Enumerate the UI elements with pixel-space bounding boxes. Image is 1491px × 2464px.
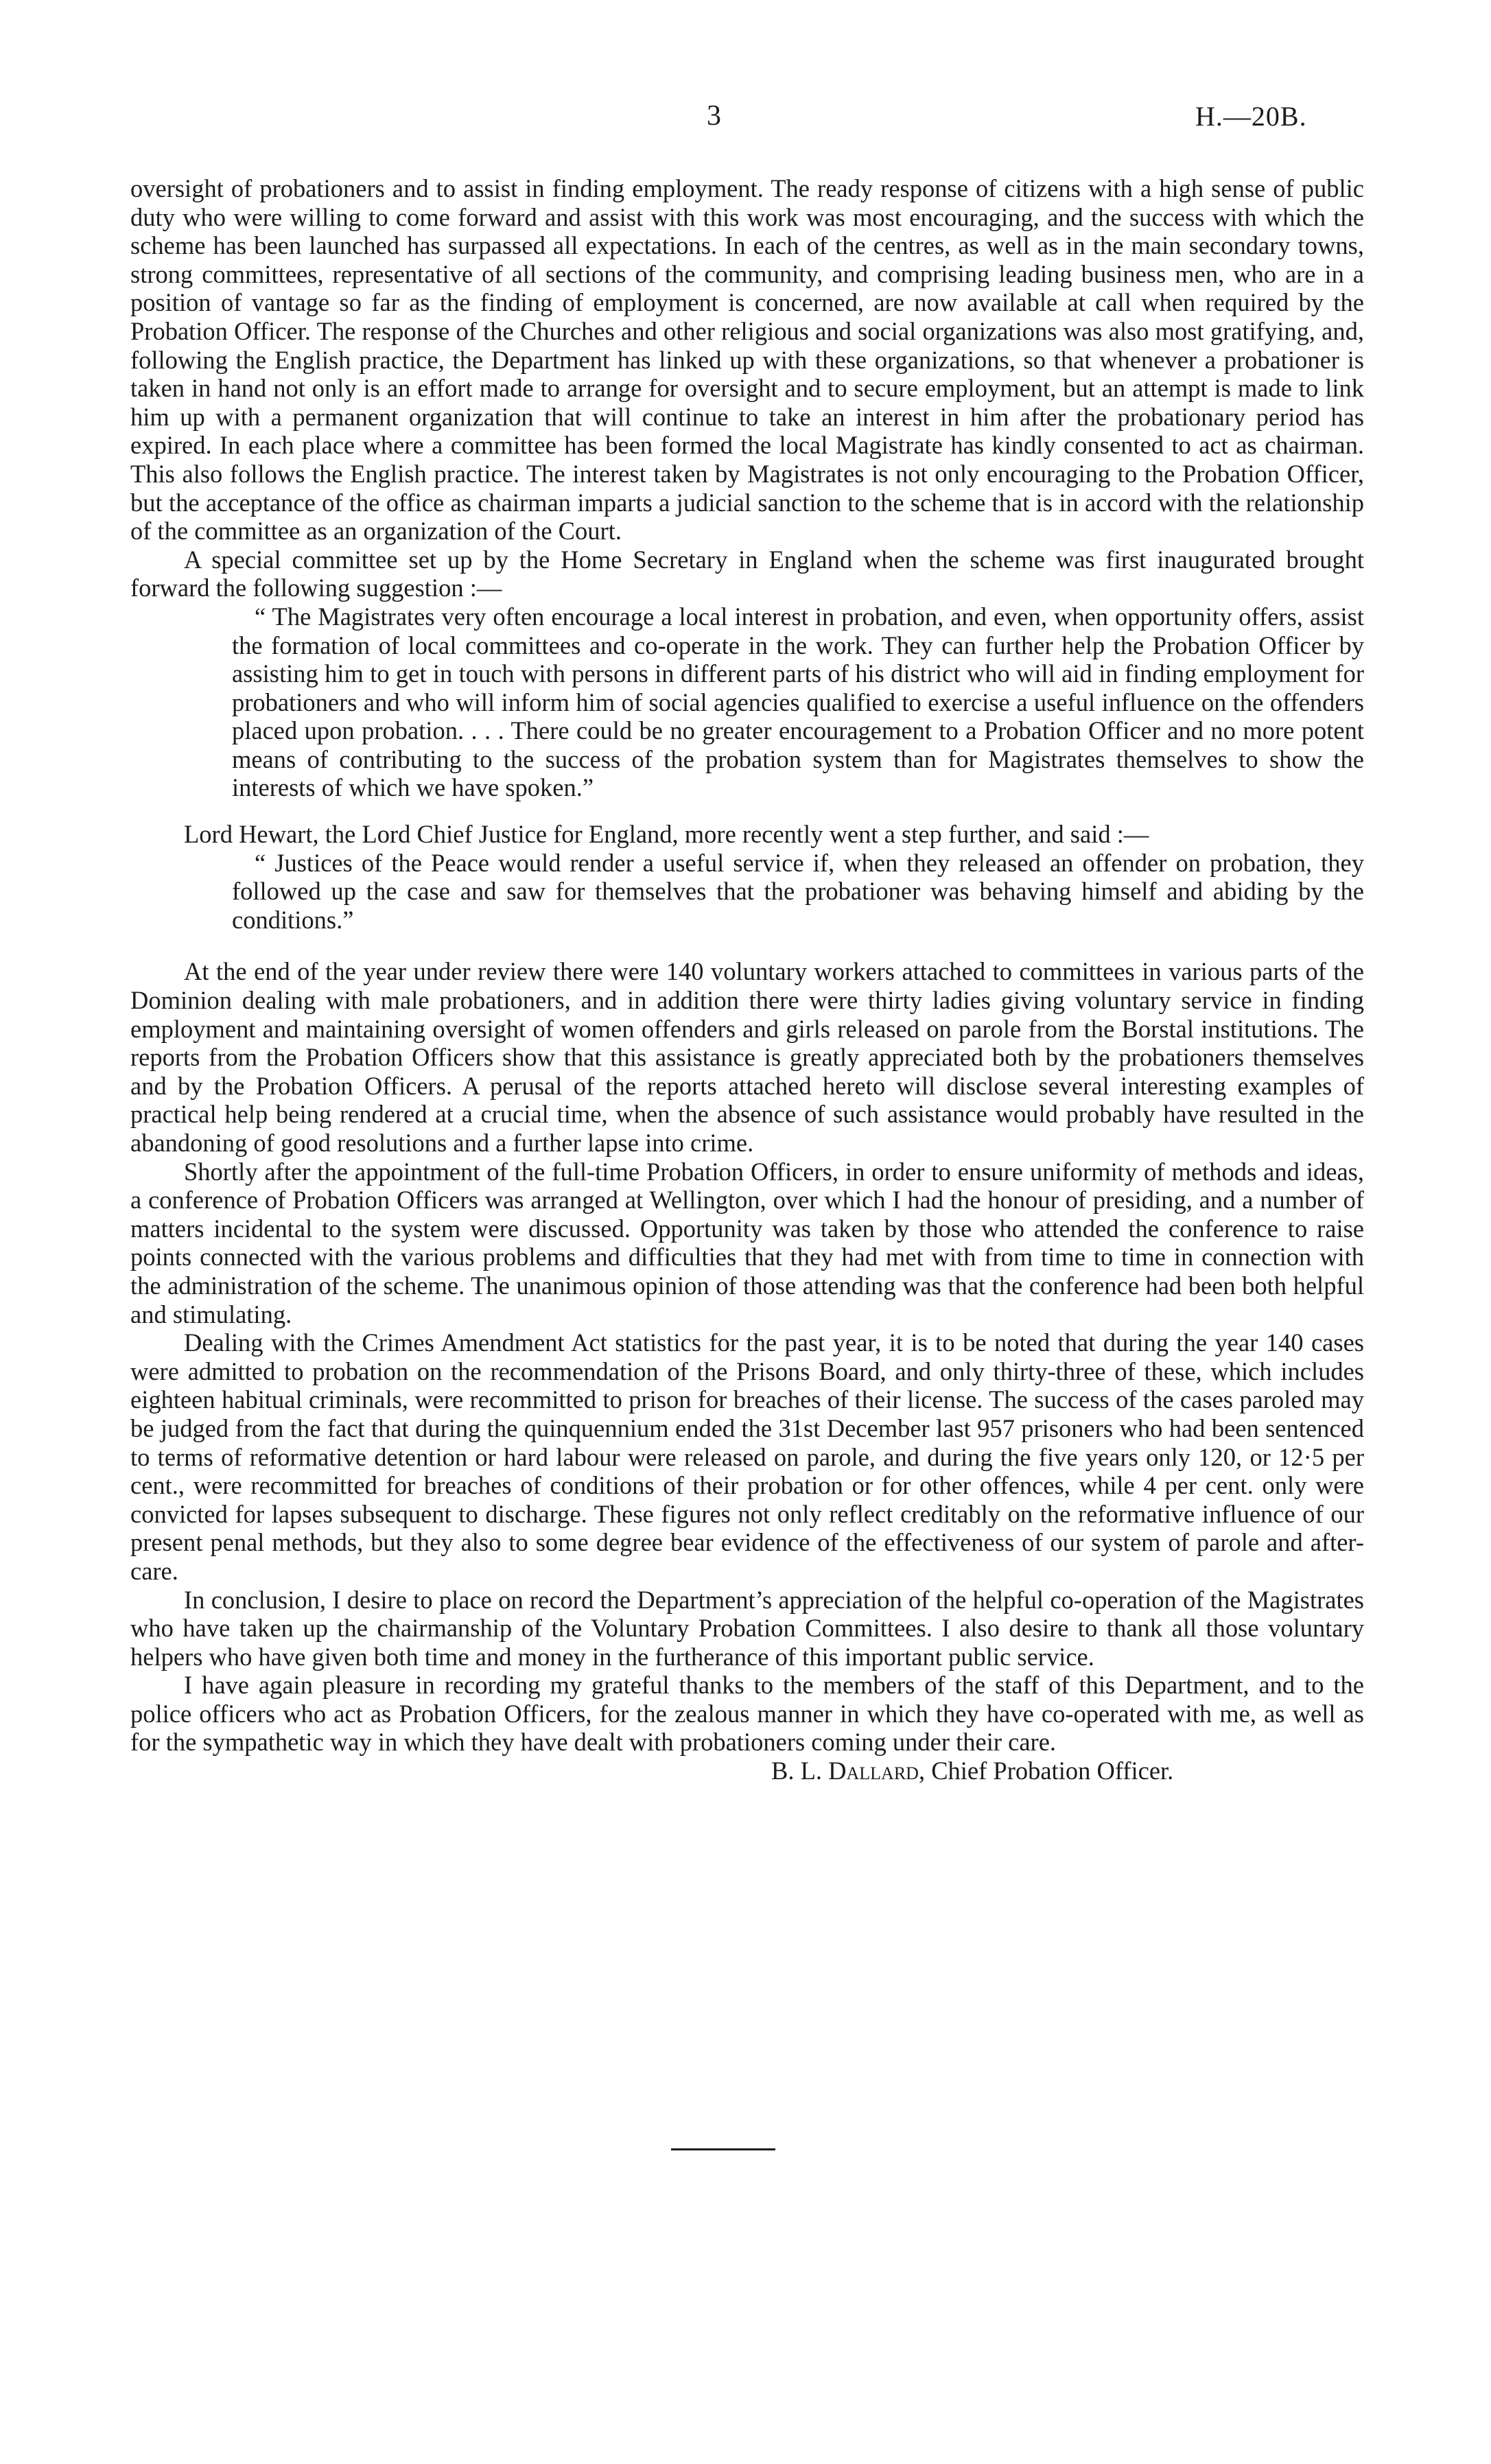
signature-title: , Chief Probation Officer. xyxy=(918,1757,1174,1785)
paragraph-lord-hewart: Lord Hewart, the Lord Chief Justice for England, more recently went a step further, and said :— xyxy=(184,820,1149,849)
body-text xyxy=(130,174,1364,1785)
quote-magistrates: “ The Magistrates very often encourage a local interest in probation, and even, when opportunity offers, assist the formation of local committees and co-operate in the work. They can further help the Probation Officer by assisting him to get in touch with persons in different parts of his district who will aid in finding employment for probationers and who will inform him of social agencies qualified to exercise a useful influence on the offenders placed upon probation. . . . There could be no greater encouragement to a Probation Officer and no more potent means of contributing to the success of the probation system than for Magistrates themselves to show the interests of which we have spoken.” xyxy=(232,602,1364,802)
section-divider xyxy=(671,2148,775,2150)
paragraph-statistics: Dealing with the Crimes Amendment Act statistics for the past year, it is to be noted that during the year 140 cases were admitted to probation on the recommendation of the Prisons Board, and only thirty-three of these, which includes eighteen habitual criminals, were recommitted to prison for breaches of their license. The success of the cases paroled may be judged from the fact that during the quinquennium ended the 31st December last 957 prisoners who had been sentenced to terms of reformative detention or hard labour were released on parole, and during the five years only 120, or 12·5 per cent., were recommitted for breaches of conditions of their probation or for other offences, while 4 per cent. only were convicted for lapses subsequent to discharge. These figures not only reflect creditably on the reformative influence of our present penal methods, but they also to some degree bear evidence of the effectiveness of our system of parole and after-care. xyxy=(130,1328,1364,1585)
signature-name: B. L. Dallard xyxy=(771,1757,919,1785)
paragraph-voluntary-workers: At the end of the year under review there were 140 voluntary workers attached to committees in various parts of the Dominion dealing with male probationers, and in addition there were thirty ladies giving voluntary service in finding employment and maintaining oversight of women offenders and girls released on parole from the Borstal institutions. The reports from the Probation Officers show that this assistance is greatly appreciated both by the probationers themselves and by the Probation Officers. A perusal of the reports attached hereto will disclose several interesting examples of practical help being rendered at a crucial time, when the absence of such assistance would probably have resulted in the abandoning of good resolutions and a further lapse into crime. xyxy=(130,957,1364,1157)
paragraph-conference: Shortly after the appointment of the full-time Probation Officers, in order to ensure uniformity of methods and ideas, a conference of Probation Officers was arranged at Wellington, over which I had the honour of presiding, and a number of matters incidental to the system were discussed. Opportunity was taken by those who attended the conference to raise points connected with the various problems and difficulties that they had met with from time to time in connection with the administration of the scheme. The unanimous opinion of those attending was that the conference had been both helpful and stimulating. xyxy=(130,1157,1364,1328)
document-reference: H.—20B. xyxy=(1195,101,1307,132)
paragraph-conclusion: In conclusion, I desire to place on record the Department’s appreciation of the helpful co-operation of the Magistrates who have taken up the chairmanship of the Voluntary Probation Committees. I also desire to thank all those voluntary helpers who have given both time and money in the furtherance of this important public service. xyxy=(130,1585,1364,1671)
signature xyxy=(771,1757,1364,1785)
paragraph-home-secretary: A special committee set up by the Home Secretary in England when the scheme was first inaugurated brought forward the following suggestion :— xyxy=(130,545,1364,602)
paragraph-committees: oversight of probationers and to assist in finding employment. The ready response of citizens with a high sense of public duty who were willing to come forward and assist with this work was most encouraging, and the success with which the scheme has been launched has surpassed all expectations. In each of the centres, as well as in the main secondary towns, strong committees, representative of all sections of the community, and comprising leading business men, who are in a position of vantage so far as the finding of employment is concerned, are now available at call when required by the Probation Officer. The response of the Churches and other religious and social organizations was also most gratifying, and, following the English practice, the Department has linked up with these organizations, so that whenever a probationer is taken in hand not only is an effort made to arrange for oversight and to secure employment, but an attempt is made to link him up with a permanent organization that will continue to take an interest in him after the probationary period has expired. In each place where a committee has been formed the local Magistrate has kindly consented to act as chairman. This also follows the English practice. The interest taken by Magistrates is not only encouraging to the Probation Officer, but the acceptance of the office as chairman imparts a judicial sanction to the scheme that is in accord with the relationship of the committee as an organization of the Court. xyxy=(130,174,1364,545)
quote-justices: “ Justices of the Peace would render a useful service if, when they released an offender on probation, they followed up the case and saw for themselves that the probationer was behaving himself and abiding by the conditions.” xyxy=(232,848,1364,934)
page-number: 3 xyxy=(707,100,721,132)
paragraph-thanks: I have again pleasure in recording my grateful thanks to the members of the staff of this Department, and to the police officers who act as Probation Officers, for the zealous manner in which they have co-operated with me, as well as for the sympathetic way in which they have dealt with probationers coming under their care. xyxy=(130,1671,1364,1757)
